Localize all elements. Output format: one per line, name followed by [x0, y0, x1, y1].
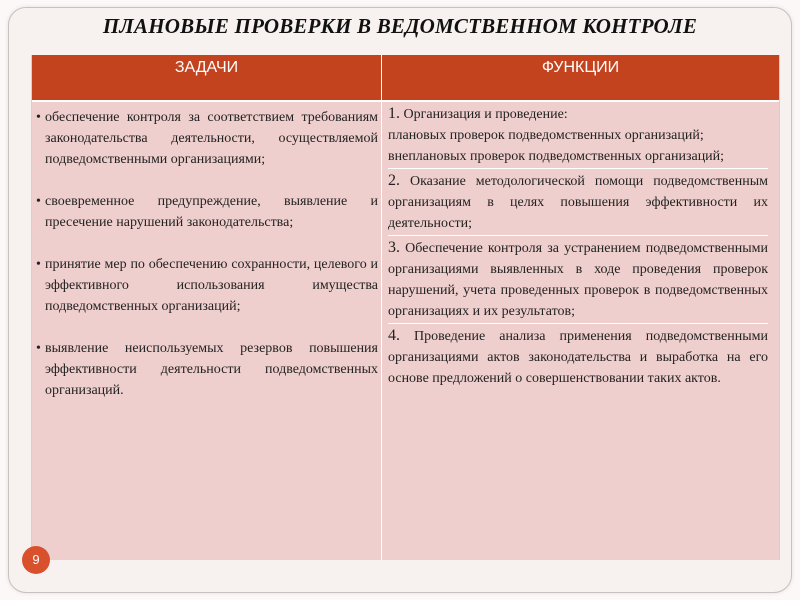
task-item	[38, 107, 378, 170]
row-divider	[388, 235, 768, 236]
tasks-functions-table	[31, 55, 780, 560]
task-text: принятие мер по обеспечению сохранности, целевого и эффективного использования имущества подведомственных организаций;	[45, 257, 378, 314]
header-bottom-rule	[32, 100, 779, 102]
task-item	[38, 338, 378, 401]
functions-column	[388, 103, 768, 389]
task-text: своевременное предупреждение, выявление и пресечение нарушений законодательства;	[45, 194, 378, 230]
function-number: 3.	[388, 239, 400, 256]
row-divider	[388, 168, 768, 169]
row-divider	[388, 323, 768, 324]
function-subitem: внеплановых проверок подведомственных организаций;	[388, 149, 725, 164]
task-item	[38, 254, 378, 317]
task-text: выявление неиспользуемых резервов повышения эффективности деятельности подведомственных организаций.	[45, 341, 378, 398]
function-item	[388, 103, 768, 167]
function-item	[388, 325, 768, 389]
page-number-badge: 9	[22, 546, 50, 574]
function-text: Обеспечение контроля за устранением подведомственными организациями выявленных в ходе проведения проверок нарушений, учета проведенных проверок в подведомственных организациях и их результатов;	[388, 241, 769, 319]
function-number: 4.	[388, 327, 400, 344]
header-tasks: ЗАДАЧИ	[174, 59, 239, 76]
function-subitem: плановых проверок подведомственных организаций;	[388, 128, 704, 143]
function-text: Проведение анализа применения подведомственными организациями актов законодательства и выработка на его основе предложений о совершенствовании таких актов.	[388, 329, 768, 386]
bullet-icon: •	[36, 110, 41, 125]
slide-title: ПЛАНОВЫЕ ПРОВЕРКИ В ВЕДОМСТВЕННОМ КОНТРОЛЕ	[102, 14, 698, 38]
function-number: 1.	[388, 105, 400, 122]
table-header-row	[32, 55, 779, 100]
function-number: 2.	[388, 172, 400, 189]
header-functions: ФУНКЦИИ	[541, 59, 620, 76]
bullet-icon: •	[36, 341, 41, 356]
bullet-icon: •	[36, 257, 41, 272]
task-item	[38, 191, 378, 233]
function-text: Организация и проведение:	[403, 107, 568, 122]
function-item	[388, 237, 768, 322]
column-divider	[381, 102, 382, 560]
bullet-icon: •	[36, 194, 41, 209]
function-item	[388, 170, 768, 234]
task-text: обеспечение контроля за соответствием требованиям законодательства деятельности, осуществляемой подведомственными организациями;	[45, 110, 378, 167]
function-text: Оказание методологической помощи подведомственным организациям в целях повышения эффективности их деятельности;	[388, 174, 768, 231]
tasks-column	[38, 107, 378, 422]
